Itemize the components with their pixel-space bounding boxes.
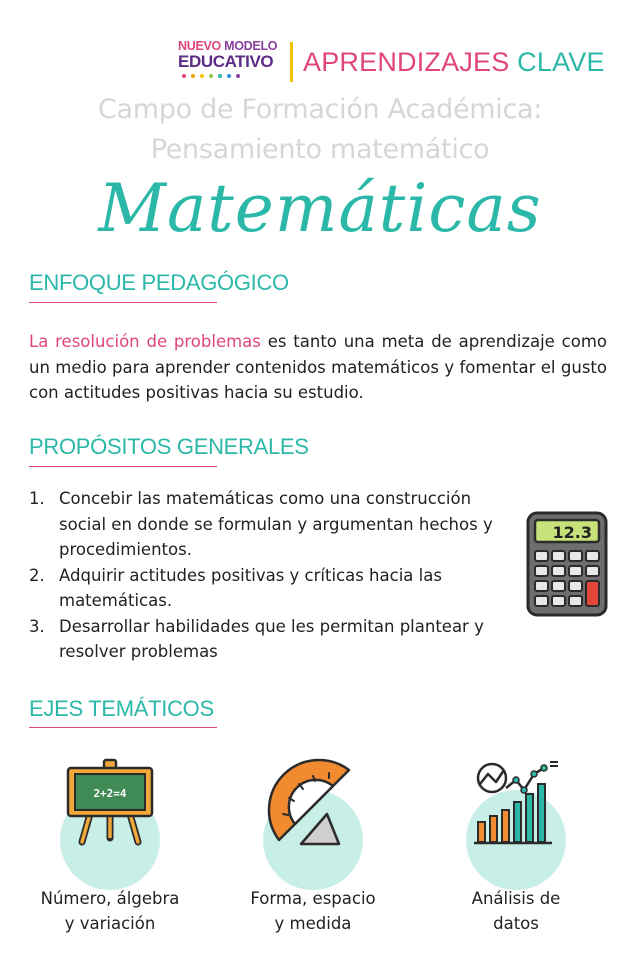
approach-heading: ENFOQUE PEDAGÓGICO (29, 270, 289, 295)
subject-title: Matemáticas (98, 170, 542, 247)
logo-dots (178, 74, 286, 78)
purposes-heading: PROPÓSITOS GENERALES (29, 434, 309, 459)
axis-label-line2: y variación (64, 914, 156, 933)
logo-word-nuevo: NUEVO (178, 39, 221, 53)
purposes-underline (29, 466, 217, 467)
axis-label (233, 886, 393, 936)
axes-heading: EJES TEMÁTICOS (29, 696, 214, 721)
axis-label-line1: Análisis de (471, 889, 561, 908)
chalkboard-icon (64, 758, 156, 850)
protractor-icon (267, 758, 359, 850)
list-item-number: 3. (29, 616, 45, 636)
calculator-icon (526, 511, 608, 617)
logo-word-modelo: MODELO (224, 39, 278, 53)
list-item (29, 563, 509, 614)
axis-label-line1: Número, álgebra (40, 889, 180, 908)
chalkboard-text: 2+2=4 (93, 787, 127, 800)
approach-highlight: La resolución de problemas (29, 332, 261, 351)
approach-paragraph (29, 329, 607, 406)
nuevo-modelo-educativo-logo (178, 40, 286, 84)
axis-label-line1: Forma, espacio (250, 889, 376, 908)
bar-chart-icon (470, 758, 562, 850)
logo-word-educativo: EDUCATIVO (178, 52, 274, 71)
axes-underline (29, 727, 217, 728)
list-item-number: 1. (29, 489, 45, 508)
axis-label-line2: y medida (274, 914, 352, 933)
header-title (303, 47, 605, 78)
axis-label (436, 886, 596, 936)
calculator-display-text: 12.3 (552, 523, 592, 542)
purposes-list (29, 486, 509, 665)
axis-label (30, 886, 190, 936)
axis-label-line2: datos (493, 914, 539, 933)
header-title-aprendizajes: APRENDIZAJES (303, 46, 510, 77)
list-item (29, 486, 509, 563)
header-divider (290, 42, 293, 82)
header (178, 40, 618, 84)
approach-text: es tanto una meta de aprendizaje como un medio para aprender contenidos matemáticos y fomentar el gusto con actitudes positivas hacia su estudio. (29, 332, 607, 402)
list-item-text: Desarrollar habilidades que les permitan plantear y resolver problemas (59, 616, 484, 661)
approach-underline (29, 302, 217, 303)
header-title-clave: CLAVE (517, 46, 605, 77)
field-title-line2: Pensamiento matemático (150, 134, 490, 165)
list-item-text: Concebir las matemáticas como una construcción social en donde se formulan y argumentan hechos y procedimientos. (59, 489, 493, 559)
list-item (29, 614, 509, 665)
field-title-line1: Campo de Formación Académica: (97, 94, 543, 125)
list-item-text: Adquirir actitudes positivas y críticas hacia las matemáticas. (59, 565, 442, 610)
list-item-number: 2. (29, 565, 45, 585)
